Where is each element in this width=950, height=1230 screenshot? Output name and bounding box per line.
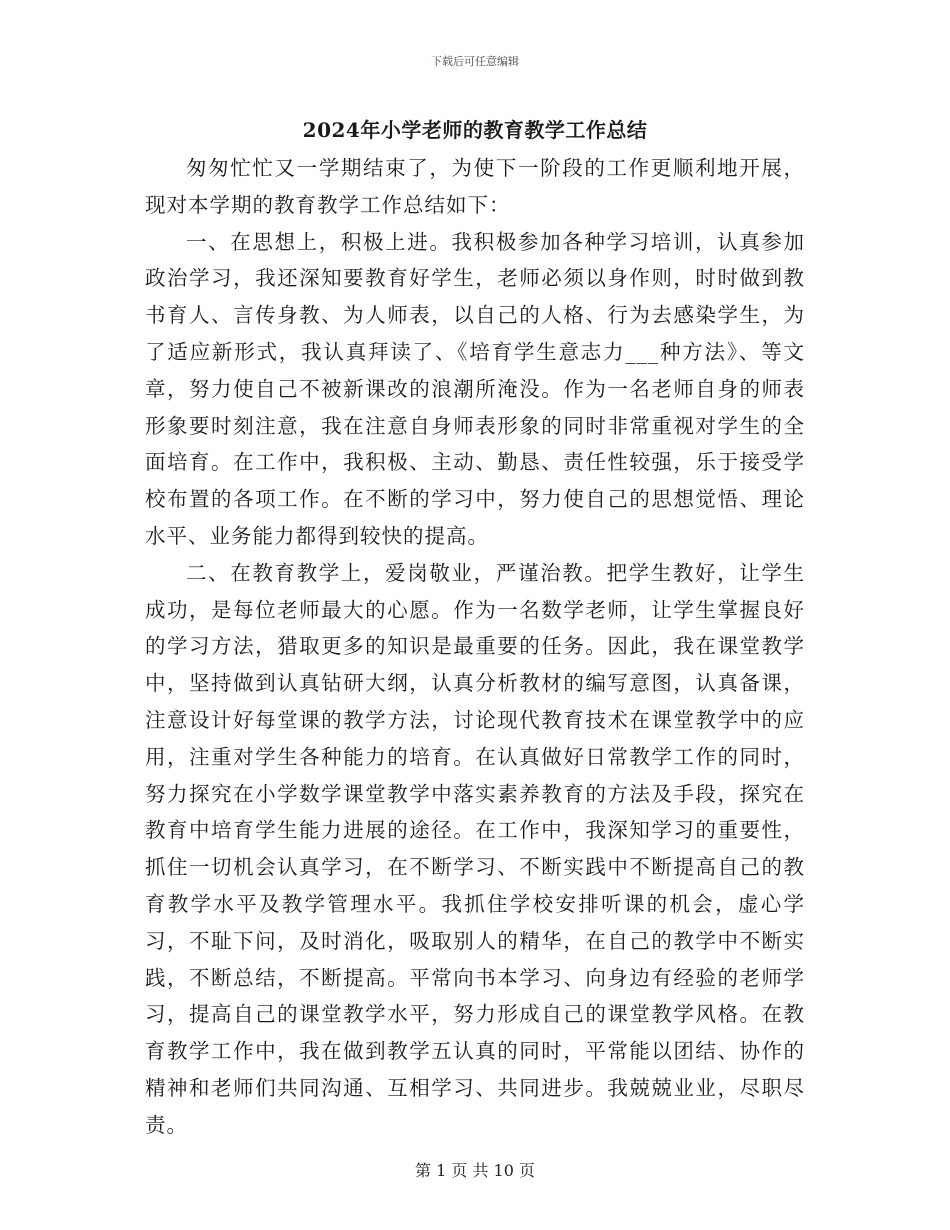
document-title: 2024年小学老师的教育教学工作总结 bbox=[302, 118, 648, 142]
header-note: 下载后可任意编辑 bbox=[431, 55, 519, 68]
page-footer: 第 1 页 共 10 页 bbox=[415, 1161, 535, 1180]
document-body bbox=[145, 150, 805, 1144]
paragraph-intro: 匆匆忙忙又一学期结束了，为使下一阶段的工作更顺利地开展，现对本学期的教育教学工作总结如下： bbox=[145, 156, 805, 217]
paragraph-section-2: 二、在教育教学上，爱岗敬业，严谨治教。把学生教好，让学生成功，是每位老师最大的心愿。作为一名数学老师，让学生掌握良好的学习方法，猎取更多的知识是最重要的任务。因此，我在课堂教学中，坚持做到认真钻研大纲，认真分析教材的编写意图，认真备课，注意设计好每堂课的教学方法，讨论现代教育技术在课堂教学中的应用，注重对学生各种能力的培育。在认真做好日常教学工作的同时，努力探究在小学数学课堂教学中落实素养教育的方法及手段，探究在教育中培育学生能力进展的途径。在工作中，我深知学习的重要性，抓住一切机会认真学习，在不断学习、不断实践中不断提高自己的教育教学水平及教学管理水平。我抓住学校安排听课的机会，虚心学习，不耻下问，及时消化，吸取别人的精华，在自己的教学中不断实践，不断总结，不断提高。平常向书本学习、向身边有经验的老师学习，提高自己的课堂教学水平，努力形成自己的课堂教学风格。在教育教学工作中，我在做到教学五认真的同时，平常能以团结、协作的精神和老师们共同沟通、互相学习、共同进步。我兢兢业业，尽职尽责。 bbox=[145, 560, 805, 1137]
paragraph-section-1: 一、在思想上，积极上进。我积极参加各种学习培训，认真参加政治学习，我还深知要教育好学生，老师必须以身作则，时时做到教书育人、言传身教、为人师表，以自己的人格、行为去感染学生，为了适应新形式，我认真拜读了、《培育学生意志力___种方法》、等文章，努力使自己不被新课改的浪潮所淹没。作为一名老师自身的师表形象要时刻注意，我在注意自身师表形象的同时非常重视对学生的全面培育。在工作中，我积极、主动、勤恳、责任性较强，乐于接受学校布置的各项工作。在不断的学习中，努力使自己的思想觉悟、理论水平、业务能力都得到较快的提高。 bbox=[145, 229, 805, 548]
